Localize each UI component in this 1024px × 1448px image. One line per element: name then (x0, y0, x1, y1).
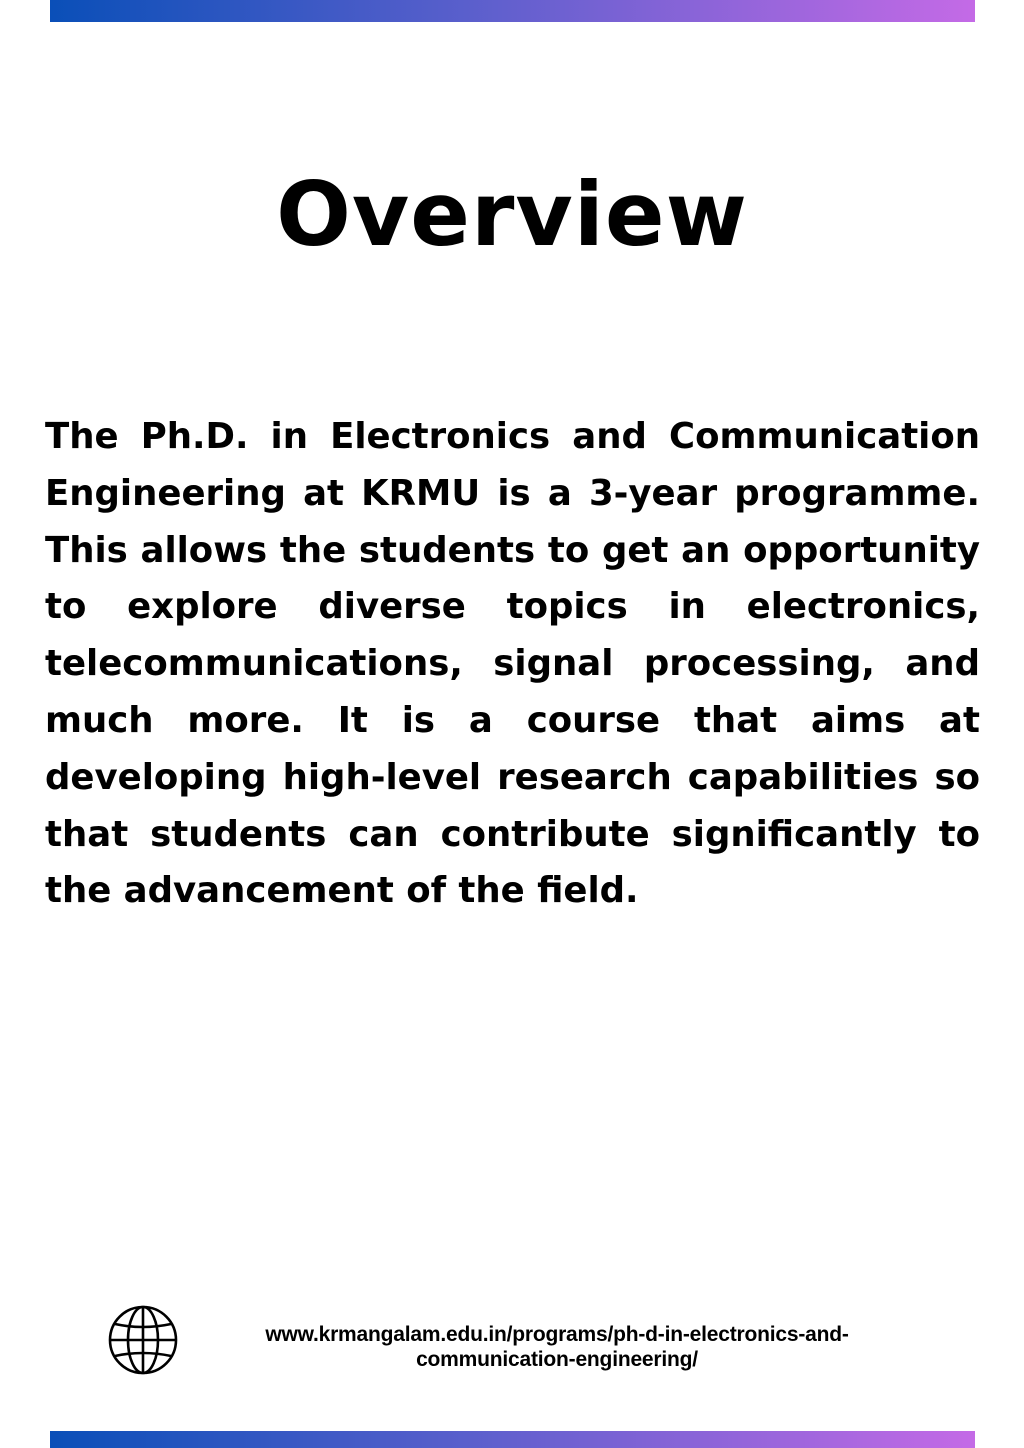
program-url-line-2[interactable]: communication-engineering/ (416, 1348, 698, 1371)
page-title: Overview (276, 163, 748, 266)
program-url-line-1[interactable]: www.krmangalam.edu.in/programs/ph-d-in-electronics-and- (265, 1323, 849, 1346)
top-accent-bar (50, 0, 975, 22)
overview-paragraph: The Ph.D. in Electronics and Communication Engineering at KRMU is a 3-year programme. This allows the students to get an opportunity to explore diverse topics in electronics, telecommunications, signal processing, and much more. It is a course that aims at developing high-level research capabilities so that students can contribute significantly to the advancement of the field. (45, 416, 980, 912)
globe-icon (107, 1304, 179, 1376)
program-url[interactable] (197, 1322, 917, 1372)
bottom-accent-bar (50, 1431, 975, 1448)
footer (107, 1304, 917, 1376)
